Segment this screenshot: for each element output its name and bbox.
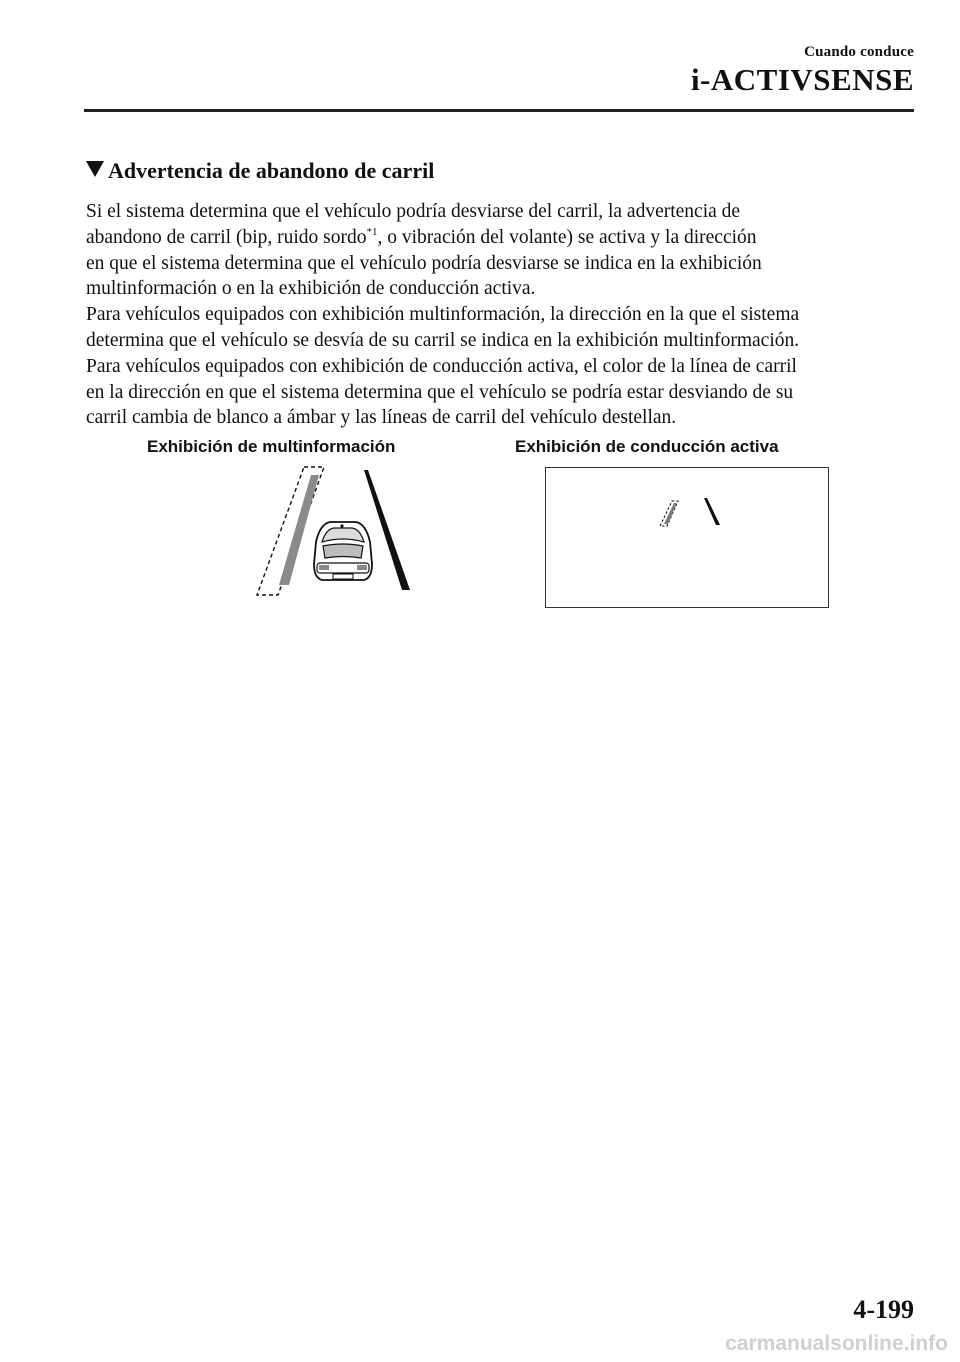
paragraph-line: multinformación o en la exhibición de conducción activa. [86,278,536,300]
subsection-heading [86,158,434,184]
active-driving-display-frame [545,467,829,608]
triangle-down-icon [86,161,104,177]
chapter-label: Cuando conduce [804,44,914,60]
multi-info-display-illustration [250,462,420,600]
paragraph-line: en que el sistema determina que el vehículo podría desviarse se indica en la exhibición [86,252,762,274]
body-paragraph [86,199,916,431]
paragraph-line: Para vehículos equipados con exhibición de conducción activa, el color de la línea de carril [86,355,797,377]
paragraph-line: carril cambia de blanco a ámbar y las líneas de carril del vehículo destellan. [86,407,677,429]
active-driving-display-label: Exhibición de conducción activa [515,437,779,456]
heading-text: Advertencia de abandono de carril [108,158,435,183]
paragraph-line: abandono de carril (bip, ruido sordo$^{*1}$, o vibración del volante) se activa y la dirección [86,225,757,248]
section-title: i-ACTIVSENSE [690,62,914,97]
header-divider [84,109,914,112]
multi-info-display-label: Exhibición de multinformación [147,437,396,456]
active-driving-display-illustration [546,468,830,609]
paragraph-line: en la dirección en que el sistema determina que el vehículo se podría estar desviando de su [86,381,794,403]
paragraph-line: Para vehículos equipados con exhibición multinformación, la dirección en la que el sistema [86,304,800,326]
paragraph-line: Si el sistema determina que el vehículo podría desviarse del carril, la advertencia de [86,201,741,222]
car-icon [314,522,372,580]
lane-line-right [704,498,720,525]
footnote-marker: *1 [366,225,378,238]
lane-line-left [279,475,319,585]
page-number: 4-199 [853,1295,914,1324]
paragraph-line: determina que el vehículo se desvía de su carril se indica en la exhibición multinformación. [86,329,800,351]
watermark: carmanualsonline.info [725,1332,948,1355]
